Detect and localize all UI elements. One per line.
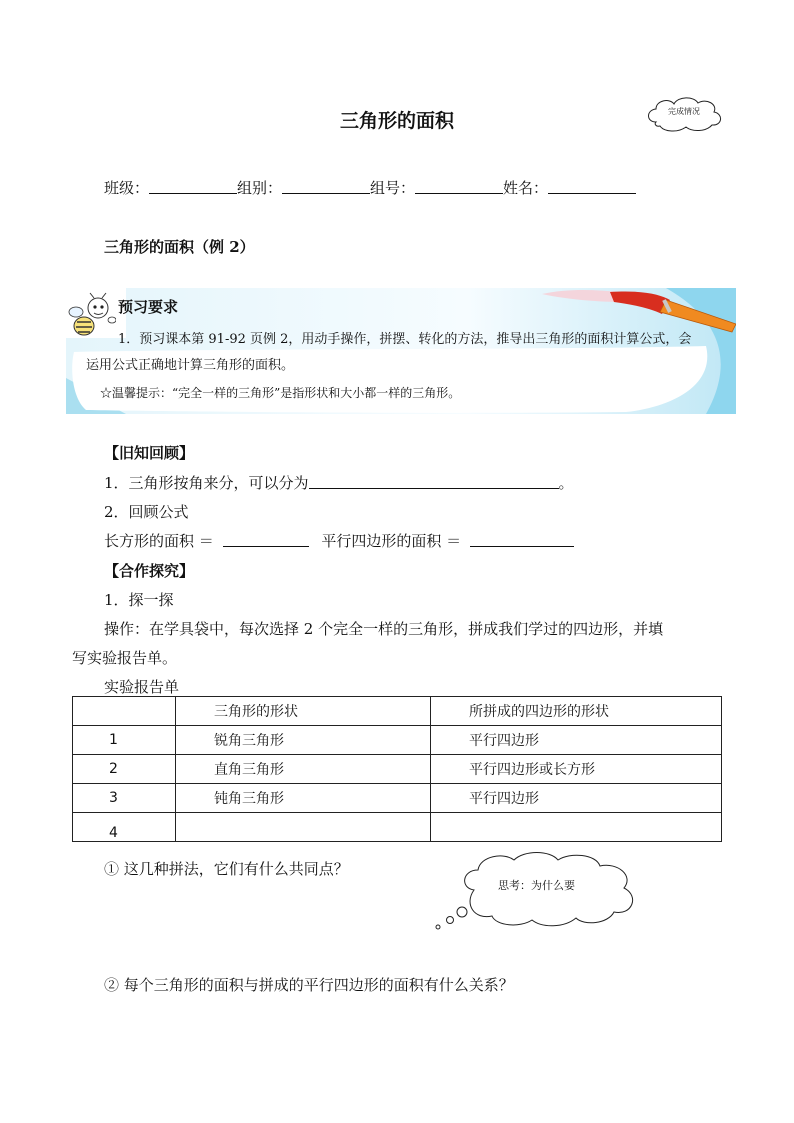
table-header-cell — [73, 697, 176, 726]
report-table — [72, 696, 722, 842]
name-blank[interactable] — [548, 179, 636, 194]
preview-line-1: 1．预习课本第 91-92 页例 2，用动手操作，拼摆、转化的方法，推导出三角形的面积计算公式，会 — [118, 332, 692, 347]
preview-banner — [66, 288, 736, 414]
review-heading: 【旧知回顾】 — [104, 444, 195, 462]
row-number: 2 — [73, 755, 176, 784]
table-header-cell: 所拼成的四边形的形状 — [431, 697, 722, 726]
table-header-row — [73, 697, 722, 726]
row-number: 4 — [73, 813, 176, 842]
para-area-label: 平行四边形的面积 ＝ — [321, 532, 462, 550]
group-label: 组别： — [237, 179, 283, 197]
number-label: 组号： — [370, 179, 416, 197]
table-row — [73, 726, 722, 755]
question-common: ① 这几种拼法，它们有什么共同点？ — [104, 860, 349, 878]
table-row — [73, 755, 722, 784]
rect-area-label: 长方形的面积 ＝ — [104, 532, 214, 550]
preview-line-2: 运用公式正确地计算三角形的面积。 — [86, 358, 295, 373]
explore-step-1: 1．探一探 — [104, 591, 174, 609]
triangle-shape-cell[interactable] — [176, 813, 431, 842]
table-header-cell: 三角形的形状 — [176, 697, 431, 726]
row-number: 3 — [73, 784, 176, 813]
class-label: 班级： — [104, 179, 150, 197]
name-label: 姓名： — [503, 179, 549, 197]
formula-row — [104, 530, 574, 551]
review-question-2: 2．回顾公式 — [104, 503, 189, 521]
preview-heading: 预习要求 — [118, 298, 179, 316]
quadrilateral-shape-cell[interactable]: 平行四边形 — [431, 784, 722, 813]
table-caption: 实验报告单 — [104, 678, 180, 696]
table-row — [73, 813, 722, 842]
thought-bubble-text: 思考：为什么要 — [498, 879, 575, 892]
review-q1-text: 1．三角形按角来分，可以分为 — [104, 474, 309, 492]
thought-bubble — [434, 850, 650, 932]
bee-icon — [68, 292, 116, 338]
completion-badge — [644, 94, 724, 134]
operation-line-1: 操作：在学具袋中，每次选择 2 个完全一样的三角形，拼成我们学过的四边形，并填 — [104, 620, 664, 638]
student-info-row — [104, 177, 636, 198]
row-number: 1 — [73, 726, 176, 755]
triangle-shape-cell[interactable]: 钝角三角形 — [176, 784, 431, 813]
question-relation: ② 每个三角形的面积与拼成的平行四边形的面积有什么关系？ — [104, 976, 514, 994]
quadrilateral-shape-cell[interactable] — [431, 813, 722, 842]
table-row — [73, 784, 722, 813]
class-blank[interactable] — [149, 179, 237, 194]
preview-tip: ☆温馨提示：“完全一样的三角形”是指形状和大小都一样的三角形。 — [100, 386, 461, 400]
rect-area-blank[interactable] — [223, 532, 309, 547]
review-q1-end: 。 — [558, 474, 574, 492]
para-area-blank[interactable] — [470, 532, 574, 547]
completion-badge-label: 完成情况 — [668, 107, 700, 116]
number-blank[interactable] — [415, 179, 503, 194]
triangle-shape-cell[interactable]: 锐角三角形 — [176, 726, 431, 755]
quadrilateral-shape-cell[interactable]: 平行四边形或长方形 — [431, 755, 722, 784]
group-blank[interactable] — [282, 179, 370, 194]
explore-heading: 【合作探究】 — [104, 562, 195, 580]
quadrilateral-shape-cell[interactable]: 平行四边形 — [431, 726, 722, 755]
section-subtitle: 三角形的面积（例 2） — [104, 238, 255, 256]
page-title: 三角形的面积 — [339, 110, 454, 132]
review-question-1 — [104, 472, 574, 493]
triangle-shape-cell[interactable]: 直角三角形 — [176, 755, 431, 784]
triangle-types-blank[interactable] — [309, 474, 559, 489]
operation-line-2: 写实验报告单。 — [72, 649, 178, 667]
